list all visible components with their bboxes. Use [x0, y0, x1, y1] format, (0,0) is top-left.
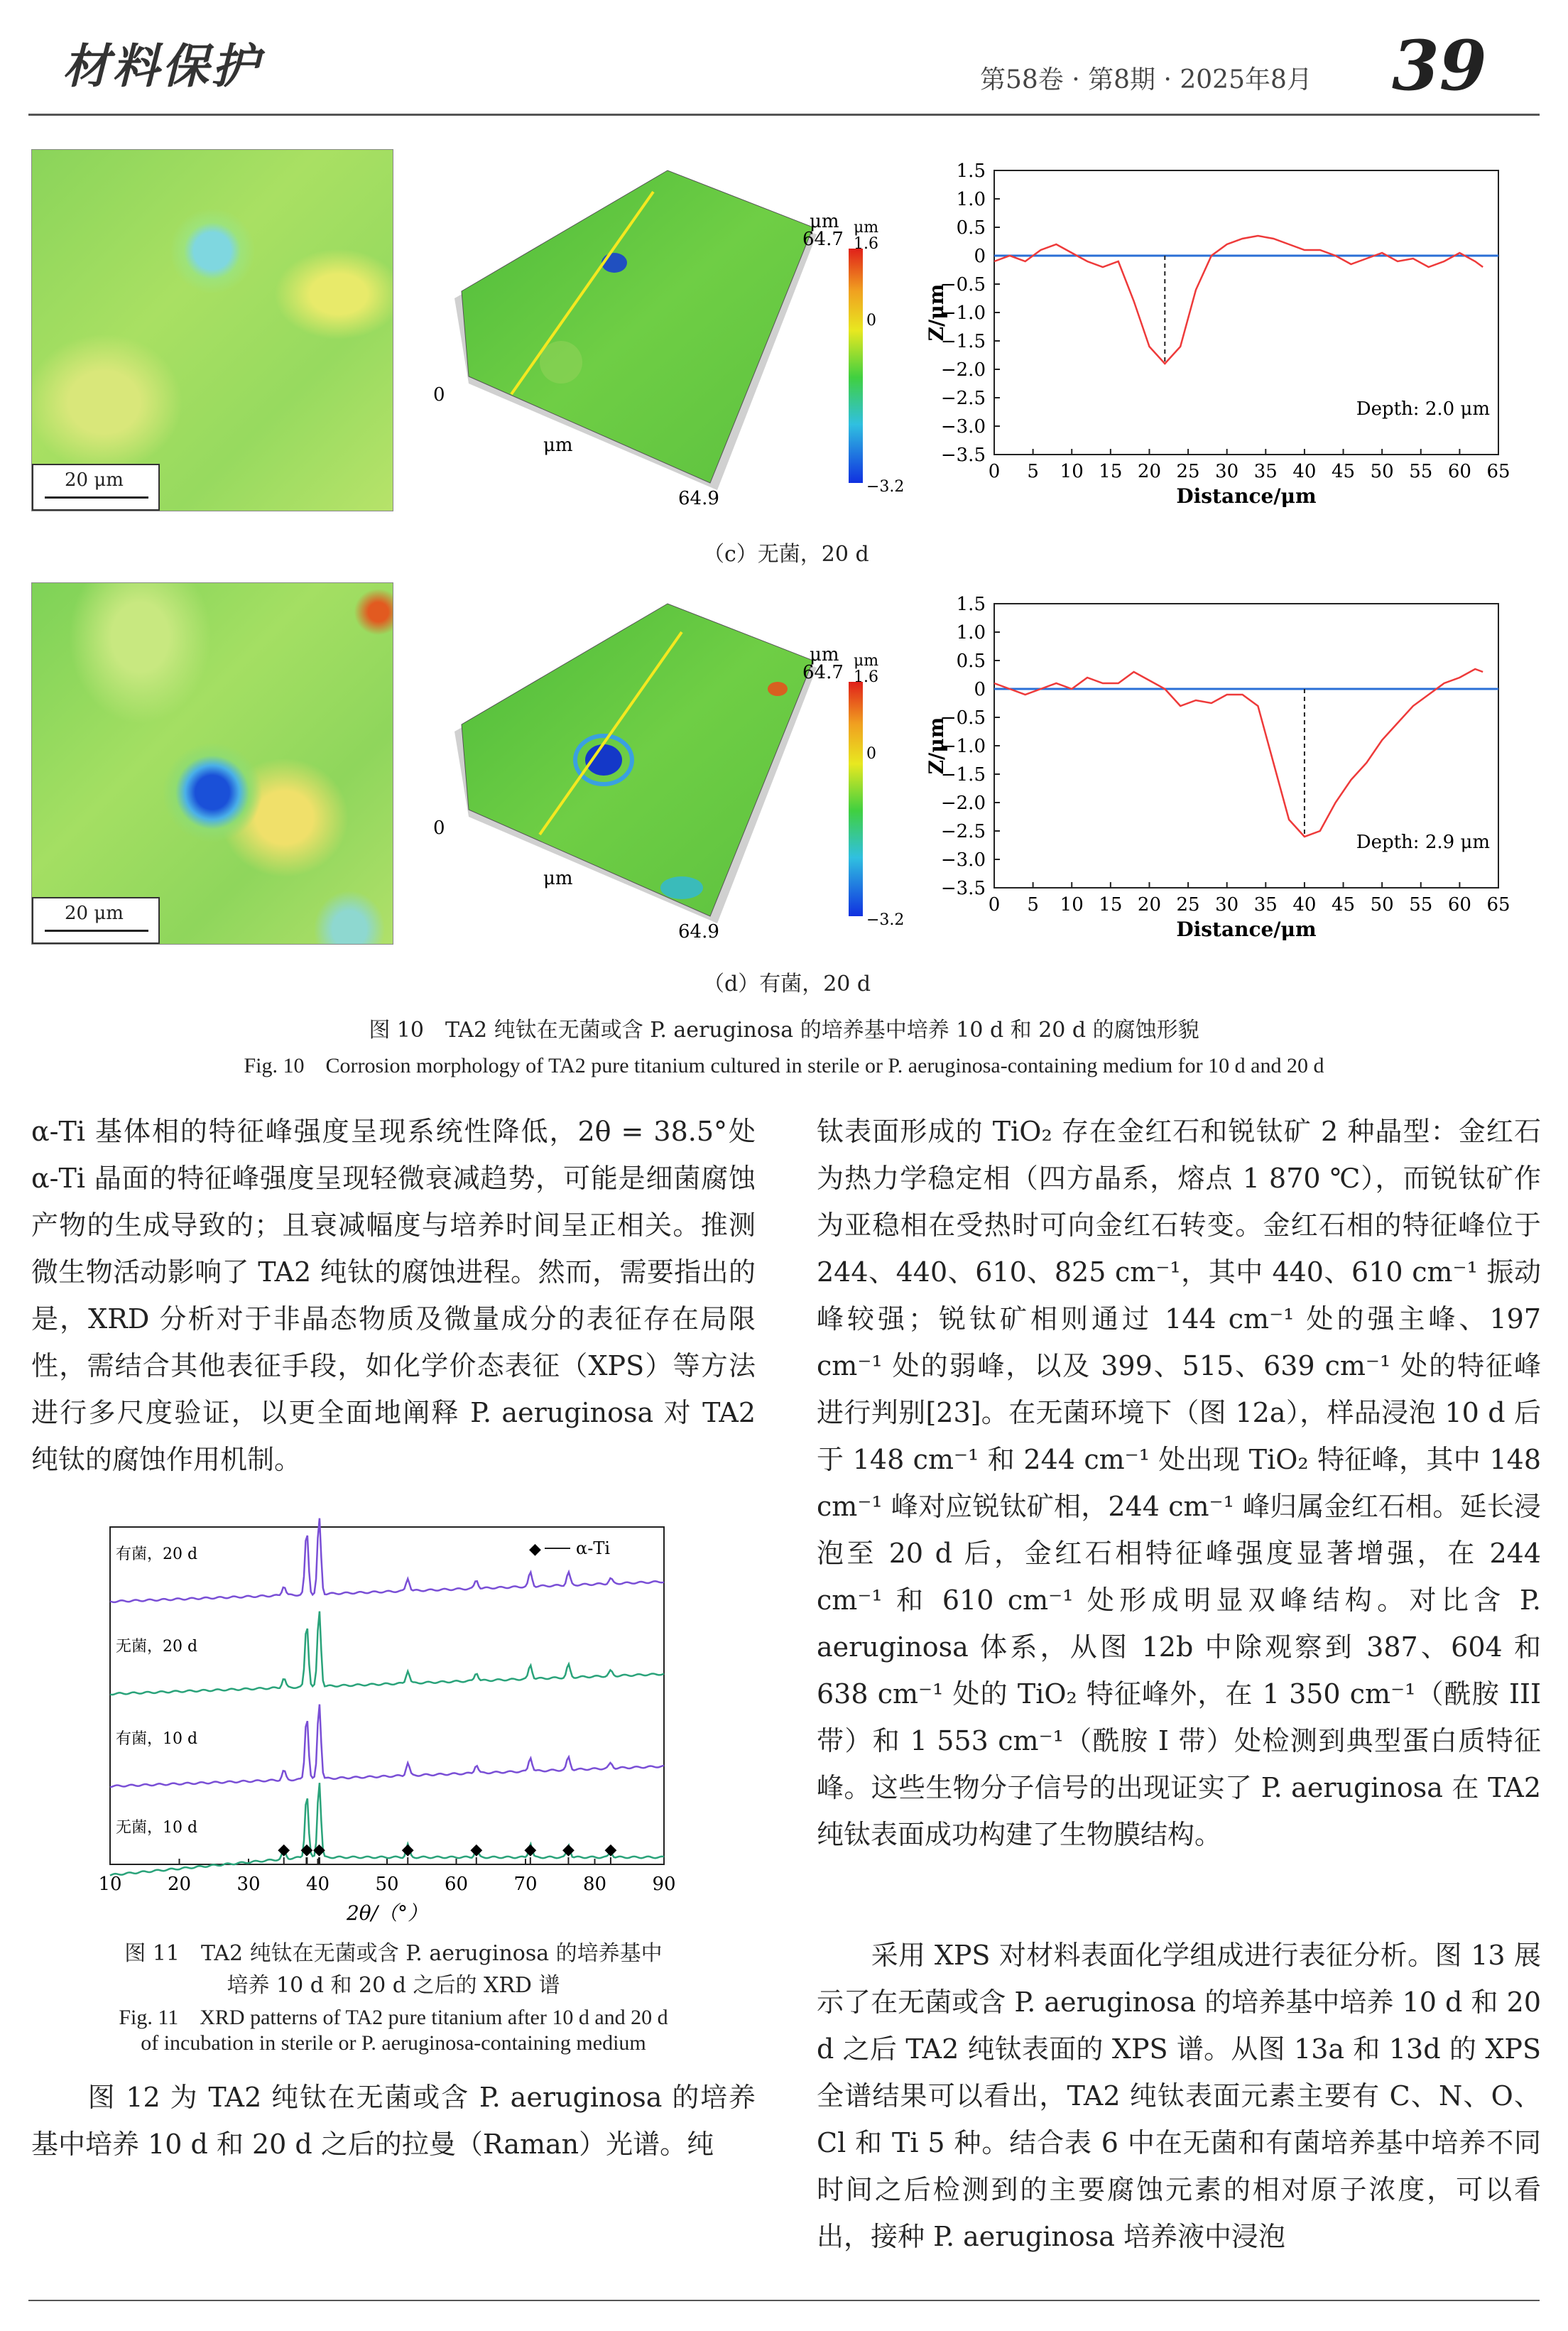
x-tick-label: 10 [1060, 461, 1084, 482]
series-label: 无菌，10 d [116, 1819, 198, 1837]
axis-y-max: 64.7 [802, 229, 844, 250]
plot-frame [110, 1527, 664, 1864]
x-tick-label: 40 [1292, 461, 1317, 482]
y-tick-label: −2.0 [940, 359, 986, 381]
x-tick-label: 90 [652, 1874, 676, 1895]
x-tick-label: 15 [1099, 461, 1123, 482]
colorbar [849, 249, 863, 483]
y-tick-label: 0.5 [956, 651, 986, 672]
fig11-caption-cn-1: 图 11 TA2 纯钛在无菌或含 P. aeruginosa 的培养基中 [124, 1941, 663, 1966]
y-tick-label: 1.5 [956, 161, 986, 182]
x-tick-label: 60 [444, 1874, 469, 1895]
optical-image-c [31, 149, 393, 511]
scale-bar: 20 μm [32, 897, 160, 944]
series-label: 无菌，20 d [116, 1638, 198, 1656]
header-rule [28, 114, 1540, 116]
alpha-ti-peak-marker: ◆ [278, 1841, 290, 1859]
x-tick-label: 25 [1176, 461, 1200, 482]
x-tick-label: 35 [1253, 461, 1278, 482]
x-tick-label: 20 [1137, 461, 1162, 482]
y-tick-label: −3.5 [940, 878, 986, 899]
x-tick-label: 5 [1027, 894, 1039, 915]
right-paragraph-1: 钛表面形成的 TiO₂ 存在金红石和锐钛矿 2 种晶型：金红石为热力学稳定相（四方晶系，熔点 1 870 ℃），而锐钛矿作为亚稳相在受热时可向金红石转变。金红石相的特征峰位于 244、440、610、825 cm⁻¹，其中 440、610 cm⁻¹ 振动峰较强；锐钛矿相则通过 144 cm⁻¹ 处的强主峰、197 cm⁻¹ 处的弱峰，以及 399、515、639 cm⁻¹ 处的特征峰进行判别[23]。在无菌环境下（图 12a），样品浸泡 10 d 后于 148 cm⁻¹ 和 244 cm⁻¹ 处出现 TiO₂ 特征峰，其中 148 cm⁻¹ 峰对应锐钛矿相，244 cm⁻¹ 峰归属金红石相。延长浸泡至 20 d 后，金红石相特征峰强度显著增强，在 244 cm⁻¹ 和 610 cm⁻¹ 处形成明显双峰结构。对比含 P. aeruginosa 体系，从图 12b 中除观察到 387、604 和 638 cm⁻¹ 处的 TiO₂ 特征峰外，在 1 350 cm⁻¹（酰胺 III 带）和 1 553 cm⁻¹（酰胺 I 带）处检测到典型蛋白质特征峰。这些生物分子信号的出现证实了 P. aeruginosa 在 TA2 纯钛表面成功构建了生物膜结构。 [817, 1116, 1541, 1850]
surface-3d-map-c [419, 149, 930, 526]
x-tick-label: 30 [1215, 894, 1239, 915]
x-tick-label: 30 [236, 1874, 261, 1895]
x-tick-label: 60 [1447, 461, 1471, 482]
axis-origin: 0 [433, 384, 445, 406]
left-paragraph-1: α-Ti 基体相的特征峰强度呈现系统性降低，2θ = 38.5°处 α-Ti 晶面的特征峰强度呈现轻微衰减趋势，可能是细菌腐蚀产物的生成导致的；且衰减幅度与培养时间呈正相关。推测微生物活动影响了 TA2 纯钛的腐蚀进程。然而，需要指出的是，XRD 分析对于非晶态物质及微量成分的表征存在局限性，需结合其他表征手段，如化学价态表征（XPS）等方法进行多尺度验证，以更全面地阐释 P. aeruginosa 对 TA2 纯钛的腐蚀作用机制。 [31, 1116, 756, 1475]
x-tick-label: 60 [1447, 894, 1471, 915]
y-tick-label: −1.0 [940, 736, 986, 757]
alpha-ti-peak-marker: ◆ [300, 1841, 313, 1859]
x-tick-label: 5 [1027, 461, 1039, 482]
y-tick-label: −2.5 [940, 388, 986, 409]
alpha-ti-peak-marker: ◆ [401, 1841, 414, 1859]
x-tick-label: 35 [1253, 894, 1278, 915]
axis-x-max: 64.9 [678, 921, 719, 942]
axis-label: μm [543, 435, 573, 456]
x-tick-label: 80 [582, 1874, 607, 1895]
profile-line [994, 669, 1483, 837]
page-number: 39 [1392, 26, 1487, 106]
axis-origin: 0 [433, 817, 445, 839]
x-tick-label: 0 [988, 461, 1001, 482]
alpha-ti-peak-marker: ◆ [604, 1841, 617, 1859]
legend-label: α-Ti [576, 1538, 610, 1558]
y-tick-label: −1.5 [940, 764, 986, 786]
axis-label: μm [810, 644, 839, 665]
xrd-chart [85, 1513, 710, 1932]
issue-info: 第58卷 · 第8期 · 2025年8月 [980, 65, 1312, 94]
colorbar-zero: 0 [866, 745, 876, 763]
fig10-caption-en: Fig. 10 Corrosion morphology of TA2 pure titanium cultured in sterile or P. aeruginosa-containing medium for 10 d and 20 d [244, 1054, 1324, 1077]
axis-label: μm [543, 868, 573, 889]
x-tick-label: 50 [1370, 461, 1394, 482]
fig11-caption-en-1: Fig. 11 XRD patterns of TA2 pure titanium after 10 d and 20 d [119, 2006, 668, 2029]
right-paragraph-2: 采用 XPS 对材料表面化学组成进行表征分析。图 13 展示了在无菌或含 P. aeruginosa 的培养基中培养 10 d 和 20 d 之后 TA2 纯钛表面的 XPS 谱。从图 13a 和 13d 的 XPS 全谱结果可以看出，TA2 纯钛表面元素主要有 C、N、O、Cl 和 Ti 5 种。结合表 6 中在无菌和有菌培养基中培养不同时间之后检测到的主要腐蚀元素的相对原子浓度，可以看出，接种 P. aeruginosa 培养液中浸泡 [817, 1940, 1541, 2252]
fig11-caption-cn-2: 培养 10 d 和 20 d 之后的 XRD 谱 [227, 1973, 560, 1998]
series-label: 有菌，20 d [116, 1545, 198, 1563]
colorbar-zero: 0 [866, 312, 876, 330]
colorbar-min: −3.2 [866, 478, 905, 496]
x-tick-label: 15 [1099, 894, 1123, 915]
y-tick-label: 0.5 [956, 217, 986, 239]
x-tick-label: 45 [1331, 461, 1356, 482]
x-tick-label: 70 [513, 1874, 538, 1895]
x-tick-label: 55 [1409, 894, 1433, 915]
x-tick-label: 50 [375, 1874, 399, 1895]
colorbar-max: 1.6 [854, 235, 878, 253]
colorbar-max: 1.6 [854, 668, 878, 686]
y-tick-label: −2.0 [940, 793, 986, 814]
colorbar [849, 682, 863, 916]
fig11-caption-en-2: of incubation in sterile or P. aeruginosa-containing medium [141, 2031, 646, 2055]
x-axis-label: 2θ/（°） [346, 1901, 428, 1925]
y-tick-label: −3.0 [940, 416, 986, 438]
colorbar-unit: μm [854, 652, 879, 670]
x-tick-label: 55 [1409, 461, 1433, 482]
x-tick-label: 10 [98, 1874, 122, 1895]
y-tick-label: −3.0 [940, 849, 986, 871]
x-tick-label: 45 [1331, 894, 1356, 915]
subcaption-d: （d）有菌，20 d [703, 972, 871, 996]
surface-3d-map-d [419, 582, 930, 959]
x-tick-label: 40 [305, 1874, 330, 1895]
left-paragraph-2: 图 12 为 TA2 纯钛在无菌或含 P. aeruginosa 的培养基中培养 10 d 和 20 d 之后的拉曼（Raman）光谱。纯 [31, 2082, 756, 2160]
x-tick-label: 10 [1060, 894, 1084, 915]
y-tick-label: 1.5 [956, 594, 986, 615]
y-tick-label: 0 [974, 679, 986, 700]
profile-chart-d [923, 582, 1548, 959]
x-tick-label: 65 [1486, 894, 1510, 915]
x-tick-label: 25 [1176, 894, 1200, 915]
x-axis-label: Distance/μm [1176, 918, 1317, 941]
scale-bar: 20 μm [32, 464, 160, 511]
y-tick-label: −2.5 [940, 821, 986, 842]
colorbar-min: −3.2 [866, 911, 905, 929]
depth-annotation: Depth: 2.0 μm [1356, 398, 1490, 420]
x-tick-label: 20 [167, 1874, 192, 1895]
alpha-ti-peak-marker: ◆ [312, 1841, 325, 1859]
series-label: 有菌，10 d [116, 1730, 198, 1748]
y-axis-label: Z/μm [925, 717, 948, 775]
y-tick-label: −1.5 [940, 331, 986, 352]
fig10-caption-cn: 图 10 TA2 纯钛在无菌或含 P. aeruginosa 的培养基中培养 10 d 和 20 d 的腐蚀形貌 [369, 1018, 1199, 1043]
alpha-ti-peak-marker: ◆ [562, 1841, 575, 1859]
x-tick-label: 0 [988, 894, 1001, 915]
axis-x-max: 64.9 [678, 488, 719, 509]
x-tick-label: 65 [1486, 461, 1510, 482]
y-tick-label: −3.5 [940, 445, 986, 466]
axis-y-max: 64.7 [802, 662, 844, 683]
x-tick-label: 50 [1370, 894, 1394, 915]
x-tick-label: 40 [1292, 894, 1317, 915]
y-axis-label: Z/μm [925, 283, 948, 342]
y-tick-label: 1.0 [956, 622, 986, 643]
colorbar-unit: μm [854, 219, 879, 237]
journal-logo: 材料保护 [62, 38, 261, 94]
x-axis-label: Distance/μm [1176, 484, 1317, 508]
optical-image-d [31, 582, 393, 945]
y-tick-label: 0 [974, 246, 986, 267]
y-tick-label: −0.5 [940, 707, 986, 729]
subcaption-c: （c）无菌，20 d [703, 542, 869, 567]
alpha-ti-peak-marker: ◆ [524, 1841, 537, 1859]
y-tick-label: −0.5 [940, 274, 986, 295]
profile-chart-c [923, 149, 1548, 526]
x-tick-label: 20 [1137, 894, 1162, 915]
footer-rule [28, 2300, 1540, 2301]
y-tick-label: 1.0 [956, 189, 986, 210]
alpha-ti-peak-marker: ◆ [470, 1841, 483, 1859]
x-tick-label: 30 [1215, 461, 1239, 482]
depth-annotation: Depth: 2.9 μm [1356, 832, 1490, 853]
y-tick-label: −1.0 [940, 303, 986, 324]
legend-marker: ◆ [529, 1541, 541, 1558]
axis-label: μm [810, 211, 839, 232]
